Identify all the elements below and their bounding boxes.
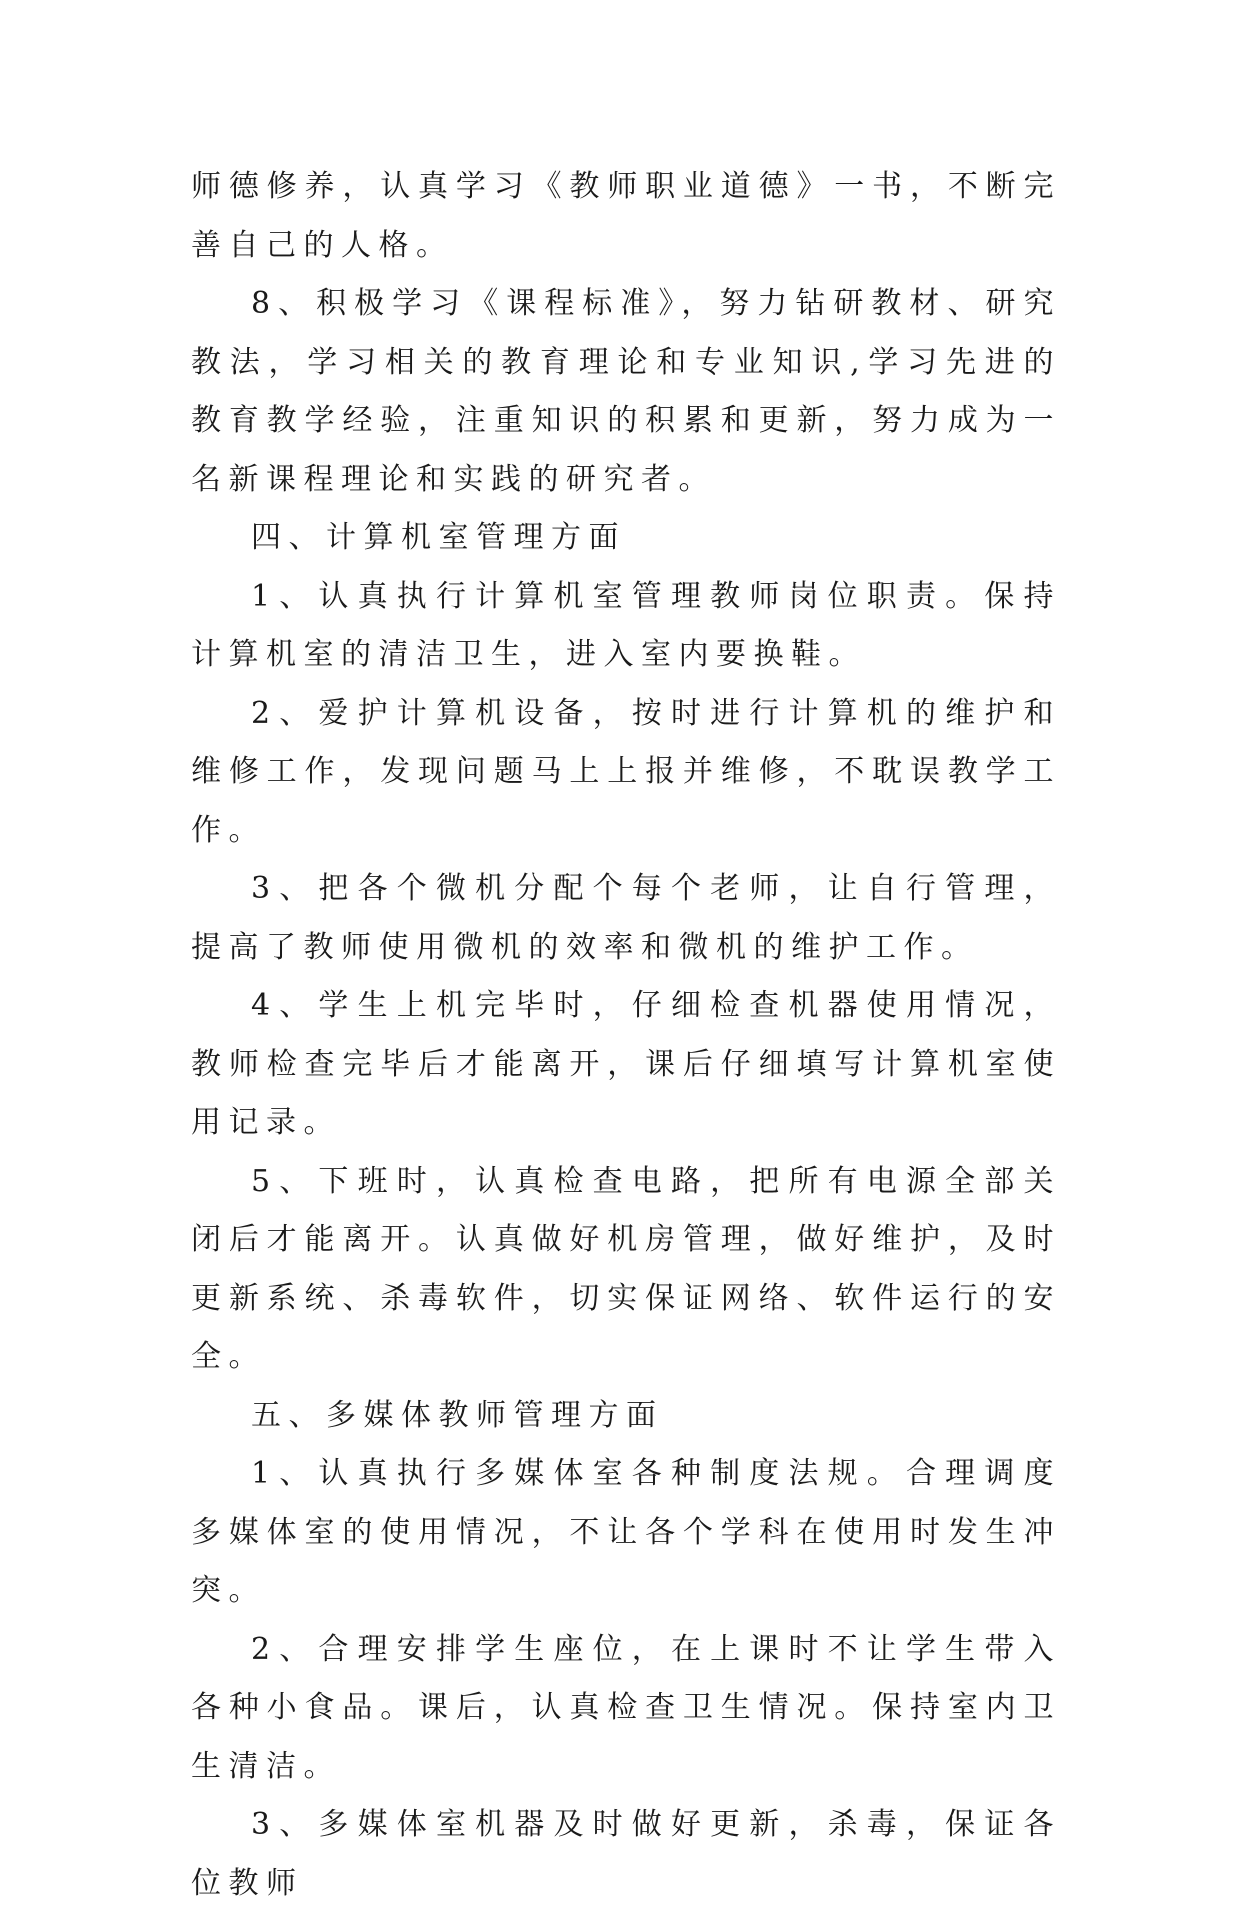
paragraph-2: 8、积极学习《课程标准》，努力钻研教材、研究教法，学习相关的教育理论和专业知识,学习先进的教育教学经验，注重知识的积累和更新，努力成为一名新课程理论和实践的研究者。 bbox=[191, 286, 1061, 497]
section-heading-multimedia: 五、多媒体教师管理方面 bbox=[251, 1397, 664, 1433]
paragraph-1: 师德修养，认真学习《教师职业道德》一书，不断完善自己的人格。 bbox=[191, 169, 1061, 263]
paragraph-8: 5、下班时，认真检查电路，把所有电源全部关闭后才能离开。认真做好机房管理，做好维护，及时更新系统、杀毒软件，切实保证网络、软件运行的安全。 bbox=[191, 1163, 1061, 1374]
paragraph-6: 3、把各个微机分配个每个老师，让自行管理，提高了教师使用微机的效率和微机的维护工作。 bbox=[191, 871, 1061, 965]
paragraph-7: 4、学生上机完毕时，仔细检查机器使用情况，教师检查完毕后才能离开，课后仔细填写计算机室使用记录。 bbox=[191, 988, 1061, 1140]
paragraph-11: 2、合理安排学生座位，在上课时不让学生带入各种小食品。课后，认真检查卫生情况。保持室内卫生清洁。 bbox=[191, 1631, 1061, 1784]
paragraph-5: 2、爱护计算机设备，按时进行计算机的维护和维修工作，发现问题马上上报并维修，不耽误教学工作。 bbox=[191, 695, 1061, 848]
document-body bbox=[191, 158, 1061, 1913]
section-heading-computer-room: 四、计算机室管理方面 bbox=[251, 520, 626, 555]
paragraph-10: 1、认真执行多媒体室各种制度法规。合理调度多媒体室的使用情况，不让各个学科在使用时发生冲突。 bbox=[191, 1456, 1061, 1608]
paragraph-4: 1、认真执行计算机室管理教师岗位职责。保持计算机室的清洁卫生，进入室内要换鞋。 bbox=[191, 578, 1061, 672]
paragraph-12: 3、多媒体室机器及时做好更新，杀毒，保证各位教师 bbox=[191, 1807, 1061, 1901]
